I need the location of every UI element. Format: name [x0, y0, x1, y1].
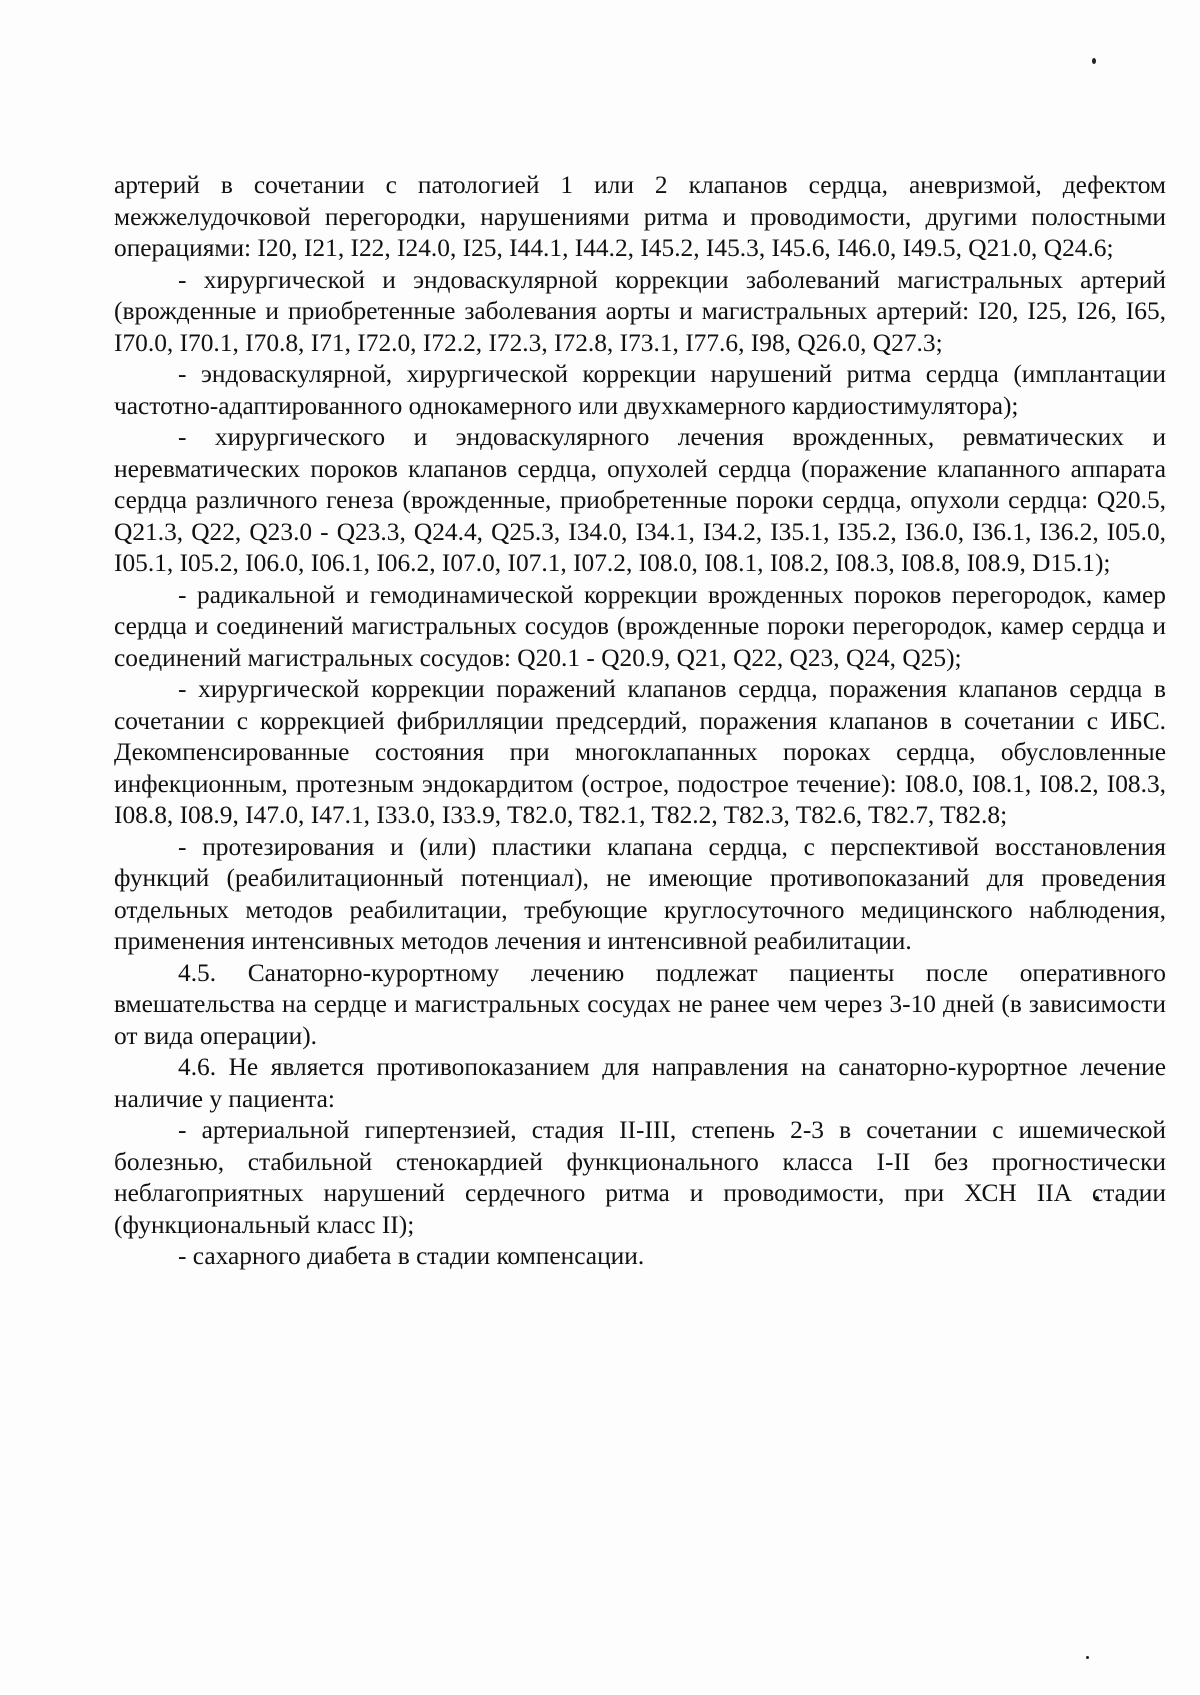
paragraph-septal-defects-correction: - радикальной и гемодинамической коррекции врожденных пороков перегородок, камер сердца и соединений магистральных сосудов (врожденные пороки перегородок, камер сердца и соединений магистральных сосудов: Q20.1 - Q20.9, Q21, Q22, Q23, Q24, Q25); [114, 580, 1166, 672]
paragraph-valve-prosthetics: - протезирования и (или) пластики клапана сердца, с перспективой восстановления функций (реабилитационный потенциал), не имеющие противопоказаний для проведения отдельных методов реабилитации, требующие круглосуточного медицинского наблюдения, применения интенсивных методов лечения и интенсивной реабилитации. [114, 832, 1166, 955]
paragraph-rhythm-correction: - эндоваскулярной, хирургической коррекции нарушений ритма сердца (имплантации частотно-адаптированного однокамерного или двухкамерного кардиостимулятора); [114, 360, 1166, 420]
document-body [114, 170, 1166, 1273]
paragraph-valve-defects-treatment: - хирургического и эндоваскулярного лечения врожденных, ревматических и неревматических пороков клапанов сердца, опухолей сердца (поражение клапанного аппарата сердца различного генеза (врожденные, приобретенные пороки сердца, опухоли сердца: Q20.5, Q21.3, Q22, Q23.0 - Q23.3, Q24.4, Q25.3, I34.0, I34.1, I34.2, I35.1, I35.2, I36.0, I36.1, I36.2, I05.0, I05.1, I05.2, I06.0, I06.1, I06.2, I07.0, I07.1, I07.2, I08.0, I08.1, I08.2, I08.3, I08.8, I08.9, D15.1); [114, 423, 1166, 577]
paragraph-diabetes: - сахарного диабета в стадии компенсации. [178, 1242, 645, 1270]
paragraph-major-arteries-correction: - хирургической и эндоваскулярной коррекции заболеваний магистральных артерий (врожденные и приобретенные заболевания аорты и магистральных артерий: I20, I25, I26, I65, I70.0, I70.1, I70.8, I71, I72.0, I72.2, I72.3, I72.8, I73.1, I77.6, I98, Q26.0, Q27.3; [114, 265, 1166, 357]
paragraph-hypertension: - артериальной гипертензией, стадия II-III, степень 2-3 в сочетании с ишемической болезнью, стабильной стенокардией функционального класса I-II без прогностически неблагоприятных нарушений сердечного ритма и проводимости, при ХСН IIА стадии (функциональный класс II); [114, 1116, 1166, 1239]
scan-speck [1092, 58, 1096, 64]
paragraph-section-4-5: 4.5. Санаторно-курортному лечению подлежат пациенты после оперативного вмешательства на сердце и магистральных сосудах не ранее чем через 3-10 дней (в зависимости от вида операции). [114, 958, 1166, 1050]
scan-speck [1086, 1656, 1089, 1659]
paragraph-section-4-6: 4.6. Не является противопоказанием для направления на санаторно-курортное лечение наличие у пациента: [114, 1053, 1166, 1113]
paragraph-valve-lesions-correction: - хирургической коррекции поражений клапанов сердца, поражения клапанов сердца в сочетании с коррекцией фибрилляции предсердий, поражения клапанов в сочетании с ИБС. Декомпенсированные состояния при многоклапанных пороках сердца, обусловленные инфекционным, протезным эндокардитом (острое, подострое течение): I08.0, I08.1, I08.2, I08.3, I08.8, I08.9, I47.0, I47.1, I33.0, I33.9, T82.0, T82.1, T82.2, T82.3, T82.6, T82.7, T82.8; [114, 675, 1166, 829]
paragraph-arteries-continuation: артерий в сочетании с патологией 1 или 2 клапанов сердца, аневризмой, дефектом межжелудочковой перегородки, нарушениями ритма и проводимости, другими полостными операциями: I20, I21, I22, I24.0, I25, I44.1, I44.2, I45.2, I45.3, I45.6, I46.0, I49.5, Q21.0, Q24.6; [114, 171, 1166, 262]
